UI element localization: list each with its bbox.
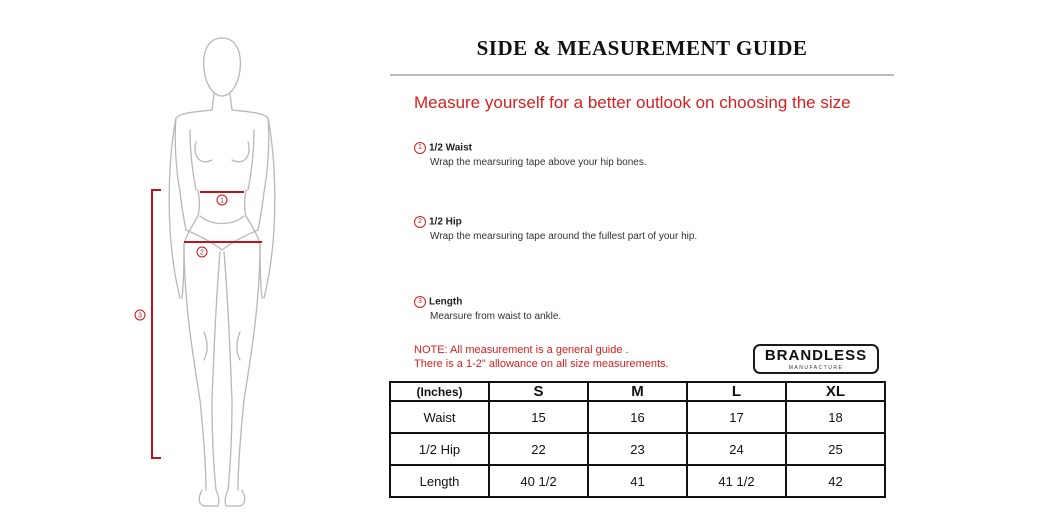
- length-marker-bracket: [152, 190, 161, 458]
- page-title: SIDE & MEASUREMENT GUIDE: [476, 36, 808, 60]
- waist-marker-number: 1: [220, 197, 224, 205]
- step-description: Mearsure from waist to ankle.: [430, 311, 562, 322]
- table-cell: 22: [489, 433, 588, 465]
- table-cell: 41 1/2: [687, 465, 786, 497]
- brand-name: BRANDLESS: [764, 347, 868, 364]
- step-number-badge: 1: [414, 142, 426, 154]
- note-line-2: There is a 1-2" allowance on all size measurements.: [414, 358, 669, 370]
- brand-logo: [753, 344, 879, 374]
- table-row: [390, 401, 885, 433]
- size-header-s: S: [489, 382, 588, 401]
- step-length: [414, 296, 561, 322]
- size-chart-table: [389, 381, 886, 498]
- title-divider: [390, 74, 894, 76]
- step-number-badge: 3: [414, 296, 426, 308]
- step-name: 1/2 Hip: [429, 216, 462, 228]
- table-cell: 18: [786, 401, 885, 433]
- brand-tagline: MANUFACTURE: [788, 365, 844, 371]
- table-cell: 42: [786, 465, 885, 497]
- size-header-m: M: [588, 382, 687, 401]
- table-cell: 24: [687, 433, 786, 465]
- table-row: [390, 433, 885, 465]
- page-subtitle: Measure yourself for a better outlook on choosing the size: [414, 93, 851, 112]
- hip-marker-number: 2: [200, 249, 204, 257]
- allowance-note: [414, 343, 669, 371]
- table-cell: 25: [786, 433, 885, 465]
- size-header-l: L: [687, 382, 786, 401]
- body-figure-illustration: [120, 20, 360, 510]
- step-waist: [414, 142, 647, 168]
- table-cell: 15: [489, 401, 588, 433]
- row-label-length: Length: [390, 465, 489, 497]
- length-marker-number: 3: [138, 312, 142, 320]
- row-label-hip: 1/2 Hip: [390, 433, 489, 465]
- step-name: 1/2 Waist: [429, 142, 472, 154]
- step-name: Length: [429, 296, 463, 308]
- row-label-waist: Waist: [390, 401, 489, 433]
- step-number-badge: 2: [414, 216, 426, 228]
- step-hip: [414, 216, 697, 242]
- note-line-1: NOTE: All measurement is a general guide .: [414, 344, 629, 356]
- table-header-row: [390, 382, 885, 401]
- step-description: Wrap the mearsuring tape above your hip bones.: [430, 157, 647, 168]
- table-cell: 40 1/2: [489, 465, 588, 497]
- table-cell: 16: [588, 401, 687, 433]
- step-description: Wrap the mearsuring tape around the fullest part of your hip.: [430, 231, 698, 242]
- table-cell: 41: [588, 465, 687, 497]
- table-cell: 23: [588, 433, 687, 465]
- table-row: [390, 465, 885, 497]
- table-cell: 17: [687, 401, 786, 433]
- size-header-xl: XL: [786, 382, 885, 401]
- table-corner-header: (Inches): [390, 382, 489, 401]
